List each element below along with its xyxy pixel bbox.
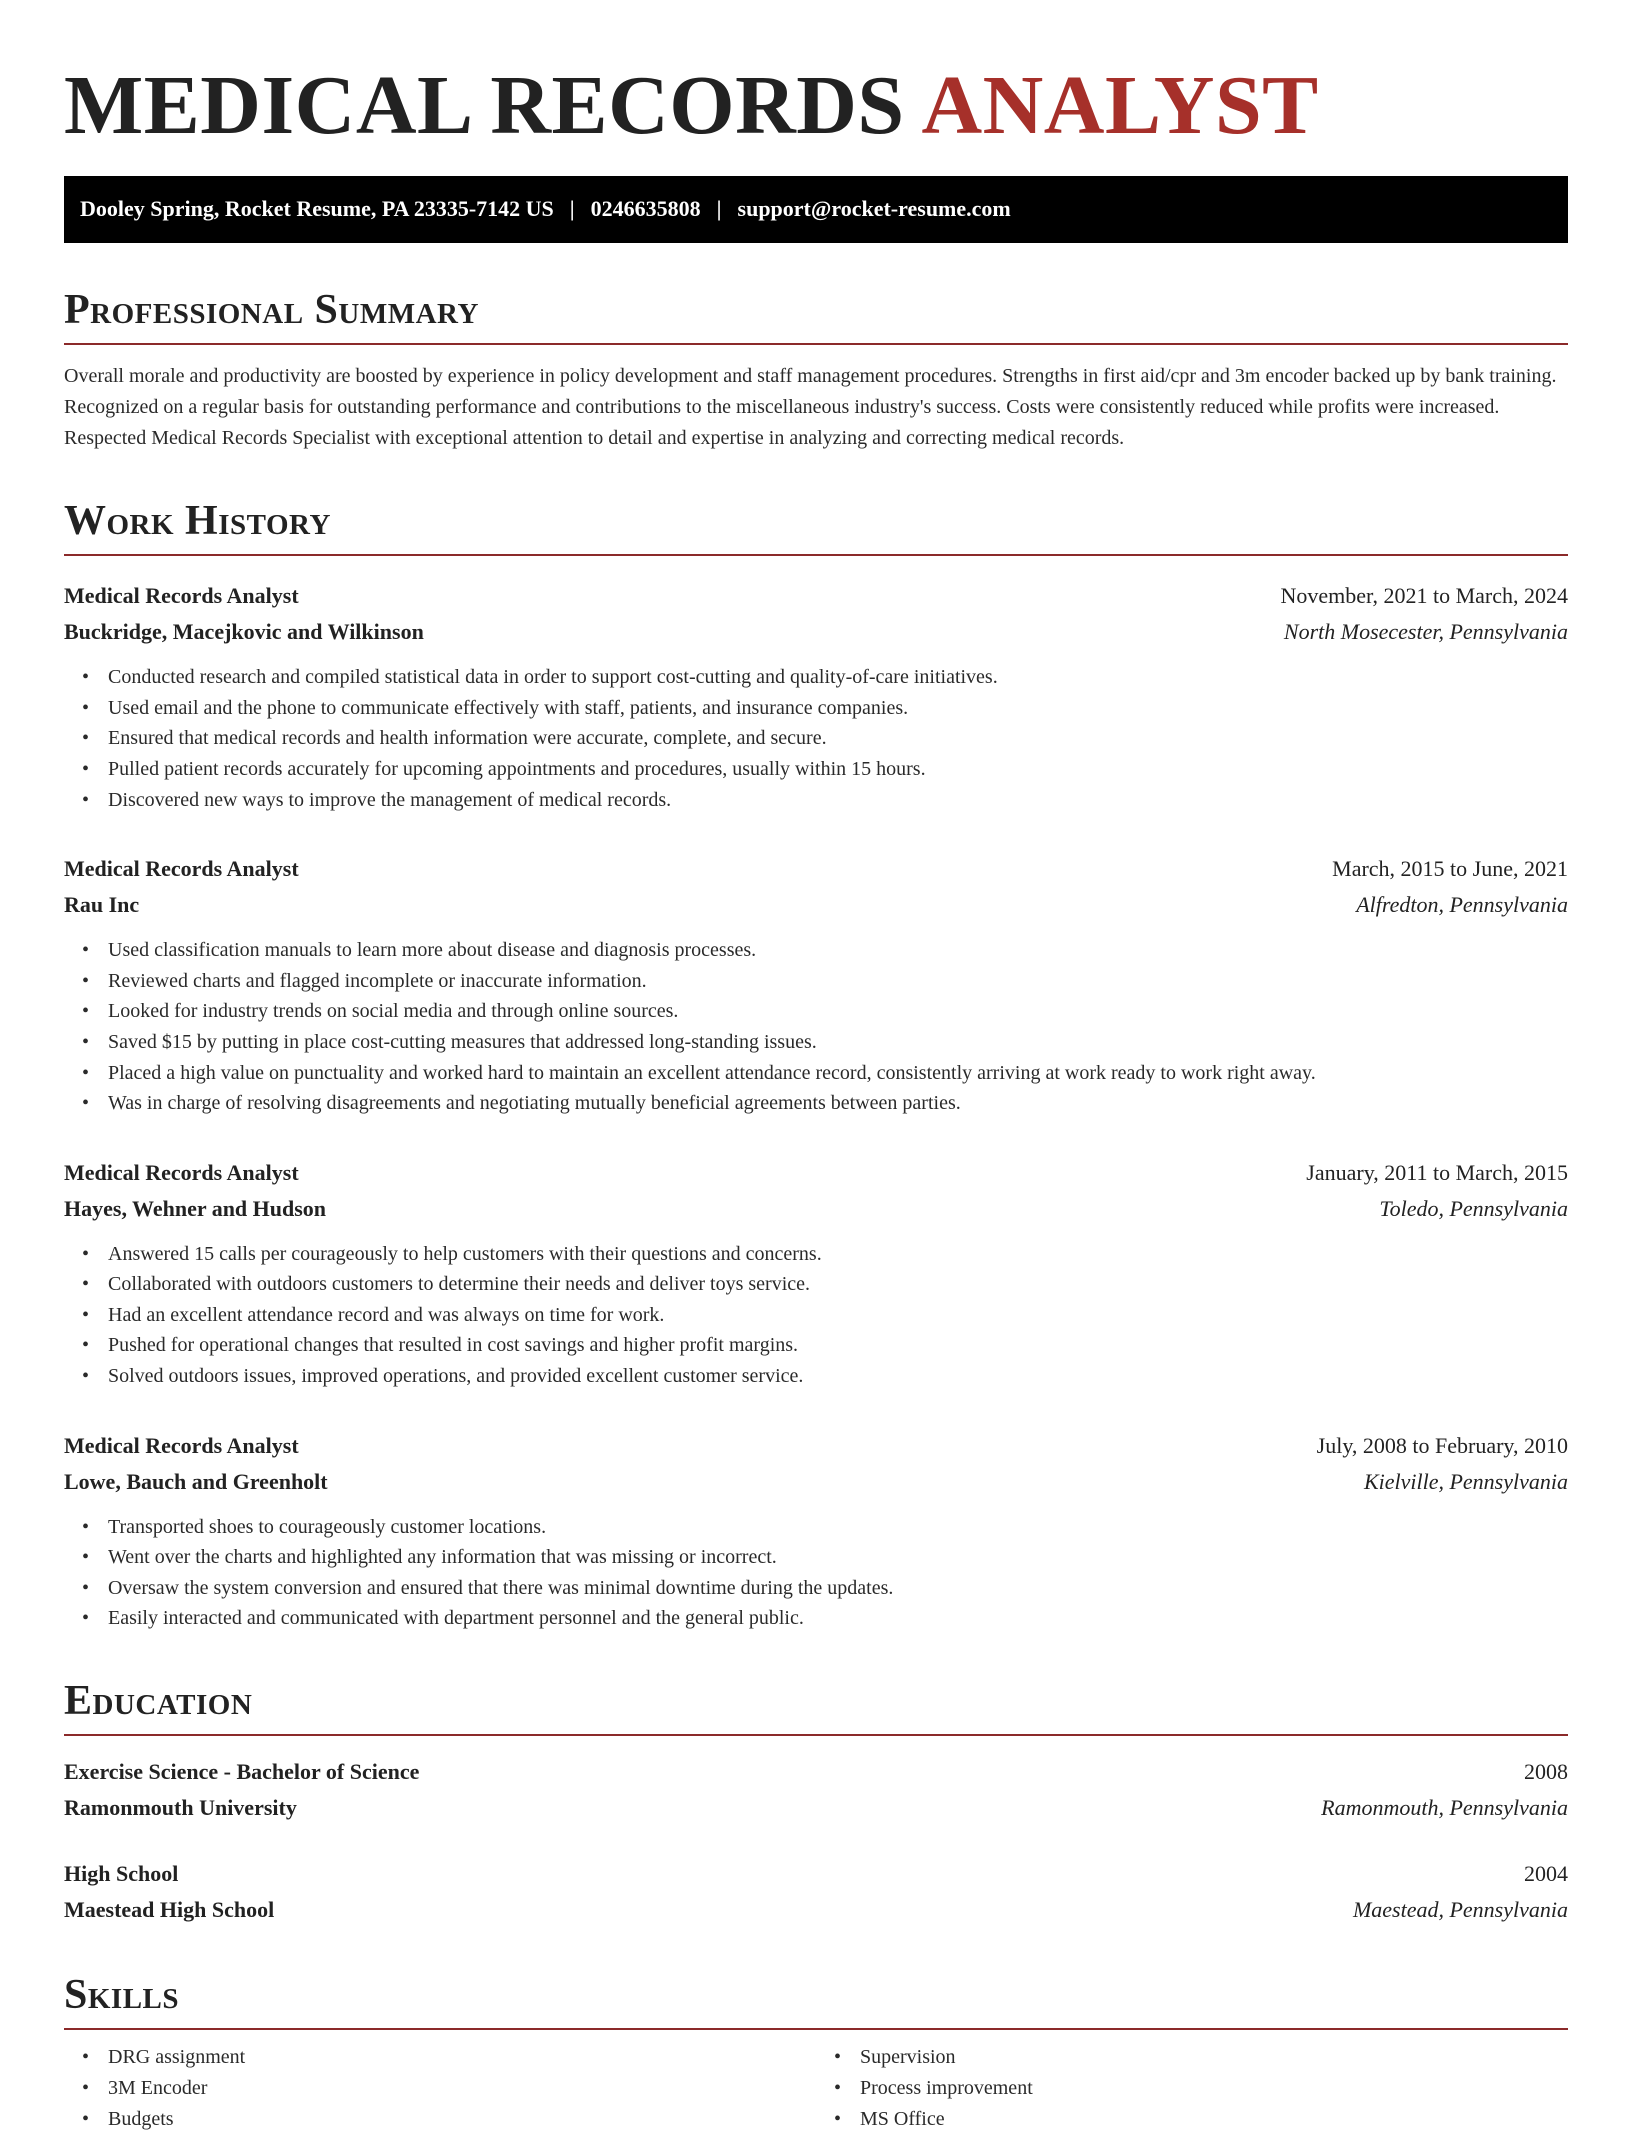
education-location: Maestead, Pennsylvania bbox=[1352, 1897, 1568, 1923]
job-bullet: • Reviewed charts and flagged incomplete or inaccurate information. bbox=[108, 966, 1568, 997]
education-school: Ramonmouth University bbox=[64, 1795, 297, 1821]
job-title: Medical Records Analyst bbox=[64, 856, 299, 882]
job-bullet: • Used email and the phone to communicate effectively with staff, patients, and insurance companies. bbox=[108, 693, 1568, 724]
skills-list bbox=[64, 2042, 1568, 2134]
job-entry bbox=[64, 1155, 1568, 1392]
job-bullet: • Placed a high value on punctuality and worked hard to maintain an excellent attendance record, consistently arriving at work ready to work right away. bbox=[108, 1058, 1568, 1089]
job-title: Medical Records Analyst bbox=[64, 583, 299, 609]
education-location: Ramonmouth, Pennsylvania bbox=[1321, 1795, 1568, 1821]
job-dates: July, 2008 to February, 2010 bbox=[1316, 1432, 1568, 1458]
contact-phone[interactable]: 0246635808 bbox=[590, 196, 701, 222]
skills-column-right bbox=[816, 2042, 1568, 2134]
contact-bar bbox=[64, 176, 1568, 243]
job-bullet: • Pulled patient records accurately for upcoming appointments and procedures, usually within 15 hours. bbox=[108, 754, 1568, 785]
summary-text: Overall morale and productivity are boosted by experience in policy development and staff management procedures. Strengths in first aid/cpr and 3m encoder backed up by bank training. Recognized on a regular basis for outstanding performance and contributions to the miscellaneous industry's success. Costs were consistently reduced while profits were increased. Respected Medical Records Specialist with exceptional attention to detail and expertise in analyzing and correcting medical records. bbox=[64, 364, 1557, 449]
job-bullet: • Transported shoes to courageously customer locations. bbox=[108, 1512, 1568, 1543]
job-company: Rau Inc bbox=[64, 892, 140, 918]
education-degree: Exercise Science - Bachelor of Science bbox=[64, 1759, 420, 1785]
job-bullet: • Solved outdoors issues, improved operations, and provided excellent customer service. bbox=[108, 1361, 1568, 1392]
job-location: Kielville, Pennsylvania bbox=[1363, 1468, 1568, 1494]
job-bullet: • Oversaw the system conversion and ensured that there was minimal downtime during the updates. bbox=[108, 1573, 1568, 1604]
skills-heading: Skills bbox=[64, 1972, 1568, 2030]
job-bullet: • Easily interacted and communicated with department personnel and the general public. bbox=[108, 1603, 1568, 1634]
resume-page bbox=[64, 0, 1568, 2134]
skill-item: • Budgets bbox=[108, 2104, 816, 2134]
job-bullet: • Had an excellent attendance record and was always on time for work. bbox=[108, 1300, 1568, 1331]
summary-heading: Professional Summary bbox=[64, 287, 1568, 345]
education-year: 2008 bbox=[1524, 1759, 1568, 1785]
skills-column-left bbox=[64, 2042, 816, 2134]
title-accent: ANALYST bbox=[921, 59, 1319, 152]
job-company: Buckridge, Macejkovic and Wilkinson bbox=[64, 619, 424, 645]
contact-separator: | bbox=[569, 196, 575, 222]
job-company: Hayes, Wehner and Hudson bbox=[64, 1195, 327, 1221]
skill-item: • 3M Encoder bbox=[108, 2073, 816, 2104]
contact-address: Dooley Spring, Rocket Resume, PA 23335-7142 US bbox=[80, 196, 554, 222]
job-bullet: • Saved $15 by putting in place cost-cutting measures that addressed long-standing issues. bbox=[108, 1027, 1568, 1058]
job-title: Medical Records Analyst bbox=[64, 1159, 299, 1185]
job-bullet: • Pushed for operational changes that resulted in cost savings and higher profit margins. bbox=[108, 1330, 1568, 1361]
work-history-heading: Work History bbox=[64, 498, 1568, 556]
education-entry bbox=[64, 1754, 1568, 1826]
job-dates: November, 2021 to March, 2024 bbox=[1280, 583, 1568, 609]
education-school: Maestead High School bbox=[64, 1897, 275, 1923]
education-year: 2004 bbox=[1524, 1861, 1568, 1887]
job-bullet: • Ensured that medical records and health information were accurate, complete, and secure. bbox=[108, 723, 1568, 754]
job-dates: January, 2011 to March, 2015 bbox=[1306, 1159, 1568, 1185]
job-location: Alfredton, Pennsylvania bbox=[1356, 892, 1568, 918]
job-bullets bbox=[64, 1239, 1568, 1392]
job-bullets bbox=[64, 1512, 1568, 1634]
skill-item: • Process improvement bbox=[860, 2073, 1568, 2104]
job-entry bbox=[64, 851, 1568, 1119]
job-bullet: • Went over the charts and highlighted any information that was missing or incorrect. bbox=[108, 1542, 1568, 1573]
education-degree: High School bbox=[64, 1861, 179, 1887]
title-main: MEDICAL RECORDS bbox=[64, 59, 905, 152]
education-heading: Education bbox=[64, 1678, 1568, 1736]
skill-item: • Supervision bbox=[860, 2042, 1568, 2073]
job-bullet: • Was in charge of resolving disagreements and negotiating mutually beneficial agreements between parties. bbox=[108, 1088, 1568, 1119]
contact-email[interactable]: support@rocket-resume.com bbox=[737, 196, 1011, 222]
job-entry bbox=[64, 1428, 1568, 1634]
skill-item: • MS Office bbox=[860, 2104, 1568, 2134]
resume-title bbox=[64, 56, 1568, 157]
job-location: Toledo, Pennsylvania bbox=[1379, 1195, 1568, 1221]
job-dates: March, 2015 to June, 2021 bbox=[1332, 856, 1568, 882]
job-bullet: • Used classification manuals to learn more about disease and diagnosis processes. bbox=[108, 935, 1568, 966]
job-bullet: • Looked for industry trends on social media and through online sources. bbox=[108, 996, 1568, 1027]
job-bullet: • Conducted research and compiled statistical data in order to support cost-cutting and quality-of-care initiatives. bbox=[108, 662, 1568, 693]
job-bullet: • Answered 15 calls per courageously to help customers with their questions and concerns. bbox=[108, 1239, 1568, 1270]
skill-item: • DRG assignment bbox=[108, 2042, 816, 2073]
job-bullet: • Collaborated with outdoors customers to determine their needs and deliver toys service. bbox=[108, 1269, 1568, 1300]
contact-separator: | bbox=[716, 196, 722, 222]
job-bullet: • Discovered new ways to improve the management of medical records. bbox=[108, 785, 1568, 816]
job-bullets bbox=[64, 935, 1568, 1119]
job-bullets bbox=[64, 662, 1568, 815]
education-entry bbox=[64, 1856, 1568, 1928]
job-entry bbox=[64, 578, 1568, 815]
job-title: Medical Records Analyst bbox=[64, 1432, 299, 1458]
job-location: North Mosecester, Pennsylvania bbox=[1283, 619, 1568, 645]
job-company: Lowe, Bauch and Greenholt bbox=[64, 1468, 328, 1494]
